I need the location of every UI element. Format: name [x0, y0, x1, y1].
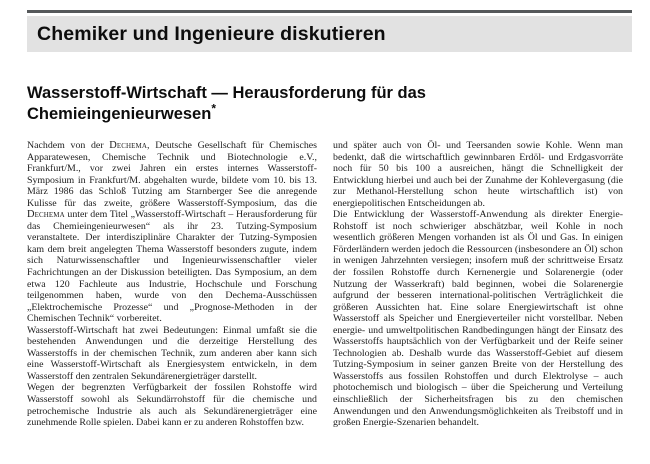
article-title-line-1: Wasserstoff-Wirtschaft — Herausforderung für das — [27, 84, 426, 103]
paragraph: Wegen der begrenzten Verfügbarkeit der fossilen Rohstoffe wird Wasserstoff sowohl als Sekundärrohstoff für die chemische und petrochemische Industrie als auch als Sekundärenergieträger eine zunehmende Rolle spielen. Dabei kann er zu anderen Rohstoffen bzw. — [27, 382, 317, 429]
paragraph: Nachdem von der Dechema, Deutsche Gesellschaft für Chemisches Apparatewesen, Chemische Technik und Biotechnologie e.V., Frankfurt/M., vor zwei Jahren ein erstes internes Wasserstoff-Symposium in Frankfurt/M. abgehalten wurde, bildete vom 10. bis 13. März 1986 das Schloß Tutzing am Starnberger See die anregende Kulisse für das zweite, größere Wasserstoff-Symposium, das die Dechema unter dem Titel „Wasserstoff-Wirtschaft – Herausforderung für das Chemieingenieurwesen“ als ihr 23. Tutzing-Symposium veranstaltete. Der interdisziplinäre Charakter der Tutzing-Symposien kam dem breit angelegten Thema Wasserstoff besonders zugute, indem sich Naturwissenschaftler und Ingenieurwissenschaftler vieler Fachrichtungen an der Diskussion beteiligten. Das Symposium, an dem etwa 120 Fachleute aus Industrie, Hochschule und Forschung teilgenommen haben, wurde von den Dechema-Ausschüssen „Elektrochemische Prozesse“ und „Prognose-Methoden in der Chemischen Technik“ vorbereitet. — [27, 140, 317, 325]
paragraph: Die Entwicklung der Wasserstoff-Anwendung als direkter Energie-Rohstoff ist noch schwieriger abschätzbar, weil Kohle in noch wesentlich größeren Mengen vorhanden ist als Öl und Gas. In einigen Förderländern werden jedoch die Ressourcen (insbesondere an Öl) schon in wenigen Jahrzehnten versiegen; insofern muß der schrittweise Ersatz der fossilen Rohstoffe durch Kernenergie und Solarenergie (oder Nutzung der Wasserkraft) bald beginnen, wobei die Solarenergie aufgrund der besseren international-politischen Verträglichkeit die größeren Aussichten hat. Eine solare Energiewirtschaft ist ohne Wasserstoff als Speicher und Energieverteiler nicht vorstellbar. Neben energie- und umweltpolitischen Randbedingungen hängt der Einsatz des Wasserstoffs hauptsächlich von der Verfügbarkeit und der Reife seiner Technologien ab. Deshalb wurde das Wasserstoff-Gebiet auf diesem Tutzing-Symposium in seiner ganzen Breite von der Herstellung des Wasserstoffs aus fossilen Rohstoffen und durch Elektrolyse – auch photochemisch und biologisch – über die Speicherung und Verteilung einschließlich der Sicherheitsfragen bis zu den chemischen Anwendungen und den Anwendungsmöglichkeiten als Treibstoff und in großen Energie-Szenarien behandelt. — [333, 209, 623, 429]
footnote-marker: * — [211, 101, 216, 116]
article-title-line-2: Chemieingenieurwesen — [27, 105, 212, 124]
section-title: Chemiker und Ingenieure diskutieren — [37, 22, 386, 45]
section-banner — [27, 10, 632, 52]
body-columns — [27, 140, 624, 429]
paragraph: und später auch von Öl- und Teersanden sowie Kohle. Wenn man bedenkt, daß die wirtschaftlich gewinnbaren Erdöl- und Erdgasvorräte noch für 50 bis 100 a ausreichen, hängt die Schnelligkeit der Entwicklung hierbei und auch bei der Zunahme der Kohlevergasung (die zur Methanol-Herstellung schon heute wirtschaftlich ist) von energiepolitischen Entscheidungen ab. — [333, 140, 623, 209]
right-column — [333, 140, 623, 429]
paragraph: Wasserstoff-Wirtschaft hat zwei Bedeutungen: Einmal umfaßt sie die bestehenden Anwendungen und die derzeitige Herstellung des Wasserstoffs in der chemischen Technik, zum anderen aber kann sich eine Wasserstoff-Wirtschaft als Energiesystem entwickeln, in dem Wasserstoff den zentralen Sekundärenergieträger darstellt. — [27, 324, 317, 382]
left-column — [27, 140, 317, 429]
banner-top-rule — [27, 10, 632, 13]
banner-body — [27, 16, 632, 52]
article-title — [27, 83, 497, 125]
